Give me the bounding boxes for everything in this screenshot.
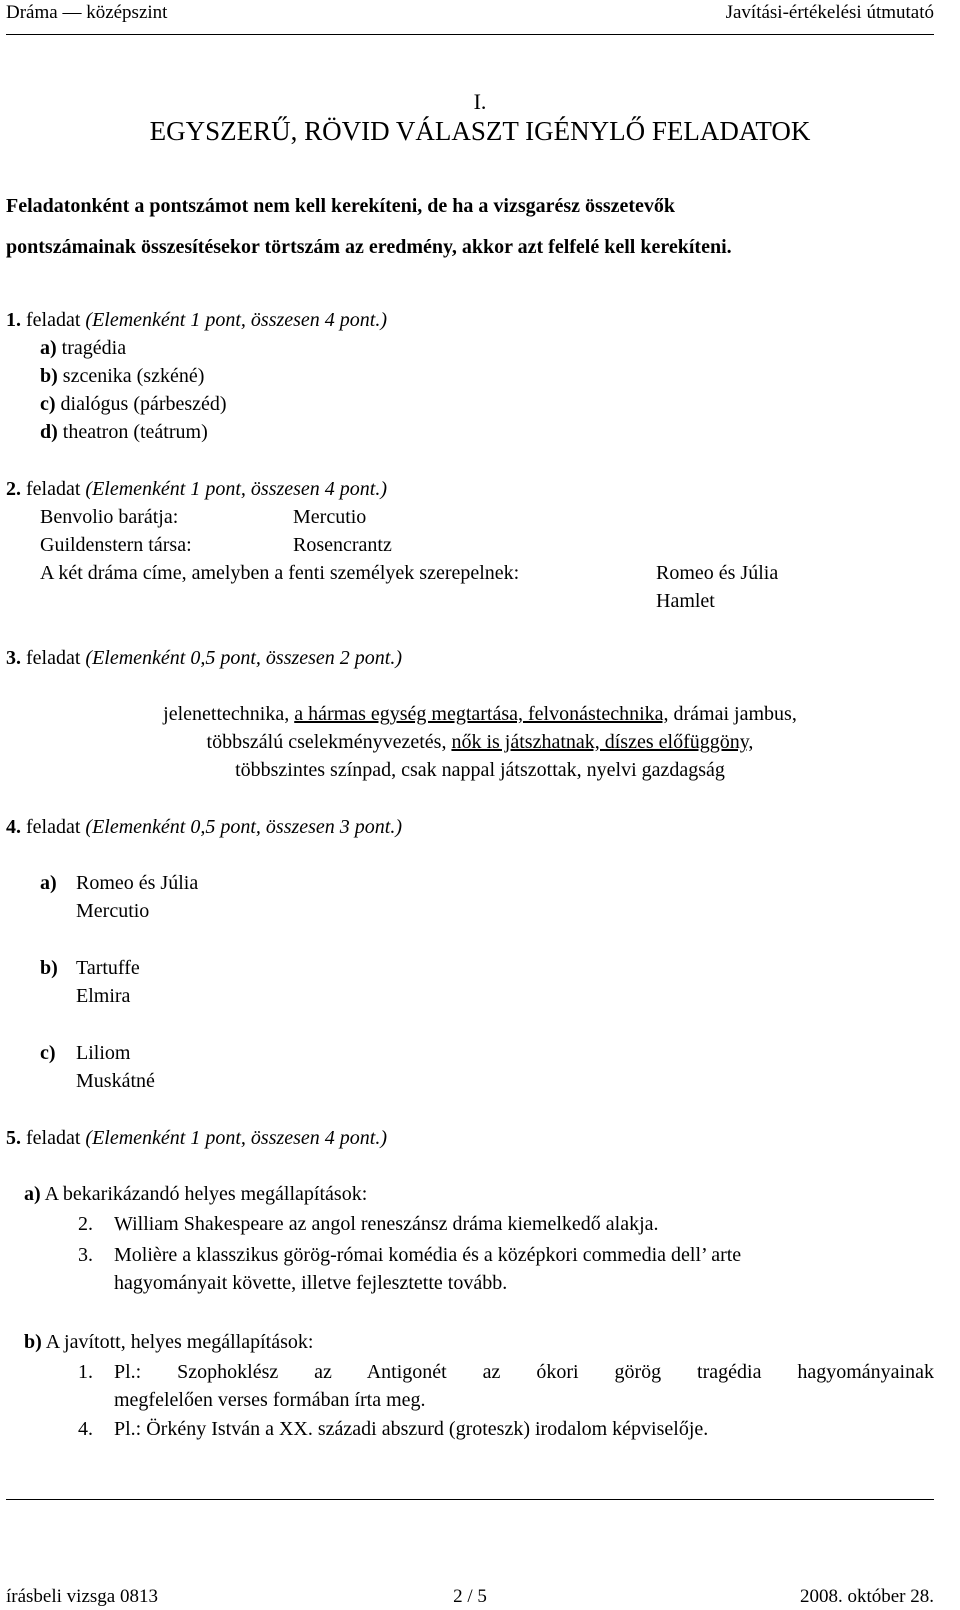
task-4-item-a-line-1: Romeo és Júlia	[76, 872, 199, 894]
task-4-item-b-letter: b)	[40, 957, 58, 979]
task-4-item-c-line-1: Liliom	[76, 1042, 131, 1064]
header-rule	[6, 34, 934, 35]
task-4-item-c-letter: c)	[40, 1042, 56, 1064]
task-2-row-1-value: Mercutio	[293, 506, 367, 528]
section-title: EGYSZERŰ, RÖVID VÁLASZT IGÉNYLŐ FELADATOK	[149, 116, 811, 146]
task-2-row-1-label: Benvolio barátja:	[40, 506, 179, 528]
task-5-b1-num: 1.	[78, 1361, 93, 1383]
task-4-item-b-line-1: Tartuffe	[76, 957, 140, 979]
task-2-row-2-value: Rosencrantz	[293, 534, 392, 556]
task-1-item-b: b) szcenika (szkéné)	[40, 365, 205, 387]
task-4-item-a-letter: a)	[40, 872, 57, 894]
task-5-a2-line-2: hagyományait követte, illetve fejlesztette tovább.	[114, 1272, 508, 1294]
footer-left: írásbeli vizsga 0813	[6, 1586, 158, 1607]
task-3-line-3: többszintes színpad, csak nappal játszottak, nyelvi gazdagság	[235, 759, 725, 781]
task-2-row-3-value-1: Romeo és Júlia	[656, 562, 779, 584]
header-left: Dráma — középszint	[6, 2, 168, 23]
page-header	[6, 2, 934, 28]
footer-right: 2008. október 28.	[799, 1586, 934, 1607]
task-2-row-3-value-2: Hamlet	[656, 590, 715, 612]
task-5-a-heading: a) A bekarikázandó helyes megállapítások:	[24, 1183, 368, 1205]
task-1-item-a: a) tragédia	[40, 337, 127, 359]
task-5-b2-num: 4.	[78, 1418, 93, 1440]
task-5-heading: 5. feladat (Elemenként 1 pont, összesen 4 pont.)	[6, 1127, 388, 1149]
task-3-line-2: többszálú cselekményvezetés, nők is játszhatnak, díszes előfüggöny,	[206, 731, 754, 753]
task-5-b2-text: Pl.: Örkény István a XX. századi abszurd (groteszk) irodalom képviselője.	[114, 1418, 709, 1440]
task-4-item-c-line-2: Muskátné	[76, 1070, 155, 1092]
section-numeral: I.	[473, 89, 487, 114]
task-2-row-3-label: A két dráma címe, amelyben a fenti személyek szerepelnek:	[40, 562, 520, 584]
task-5-a1-num: 2.	[78, 1213, 93, 1235]
header-right: Javítási-értékelési útmutató	[725, 2, 934, 23]
task-1-heading: 1. feladat (Elemenként 1 pont, összesen 4 pont.)	[6, 309, 388, 331]
task-5-a2-line-1: Molière a klasszikus görög-római komédia és a középkori commedia dell’ arte	[114, 1244, 742, 1266]
task-1-item-c: c) dialógus (párbeszéd)	[40, 393, 227, 415]
footer-rule	[6, 1499, 934, 1500]
task-2-row-2-label: Guildenstern társa:	[40, 534, 192, 556]
task-5-b-heading: b) A javított, helyes megállapítások:	[24, 1331, 314, 1353]
task-5-b1-line-1: Pl.: Szophoklész az Antigonét az ókori görög tragédia hagyományainak	[114, 1361, 934, 1383]
footer-center: 2 / 5	[453, 1586, 487, 1607]
task-5-b1-line-2: megfelelően verses formában írta meg.	[114, 1389, 426, 1411]
task-4-item-a-line-2: Mercutio	[76, 900, 150, 922]
task-2-heading: 2. feladat (Elemenként 1 pont, összesen 4 pont.)	[6, 478, 388, 500]
task-5-a2-num: 3.	[78, 1244, 93, 1266]
task-3-line-1: jelenettechnika, a hármas egység megtartása, felvonástechnika, drámai jambus,	[163, 703, 797, 725]
instruction-line-1: Feladatonként a pontszámot nem kell kerekíteni, de ha a vizsgarész összetevők	[6, 195, 676, 217]
page-footer	[6, 1586, 934, 1610]
task-4-item-b-line-2: Elmira	[76, 985, 131, 1007]
task-4-heading: 4. feladat (Elemenként 0,5 pont, összesen 3 pont.)	[6, 816, 403, 838]
task-1-item-d: d) theatron (teátrum)	[40, 421, 208, 443]
task-3-heading: 3. feladat (Elemenként 0,5 pont, összesen 2 pont.)	[6, 647, 403, 669]
instruction-line-2: pontszámainak összesítésekor törtszám az eredmény, akkor azt felfelé kell kerekíteni.	[6, 236, 732, 258]
task-5-a1-text: William Shakespeare az angol reneszánsz dráma kiemelkedő alakja.	[114, 1213, 659, 1235]
